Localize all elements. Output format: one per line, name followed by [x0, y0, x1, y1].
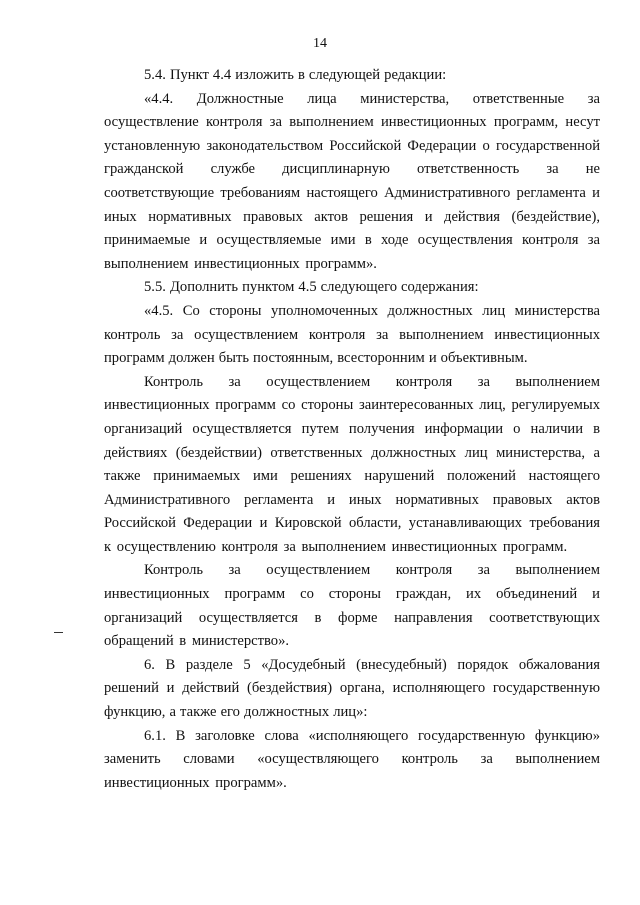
paragraph-6-1: 6.1. В заголовке слова «исполняющего государственную функцию» заменить словами «осуществляющего контроль за выполнением инвестиционных программ». — [104, 727, 600, 791]
page-number: 14 — [313, 36, 327, 51]
paragraph-4-4-text: «4.4. Должностные лица министерства, ответственные за осуществление контроля за выполнением инвестиционных программ, несут установленную законодательством Российской Федерации о государственной гражданской службе дисциплинарную ответственность за не соответствующие требованиям настоящего Административного регламента и иных нормативных правовых актов решения и действия (бездействие), принимаемые и осуществляемые ими в ходе осуществления контроля за выполнением инвестиционных программ». — [104, 90, 600, 272]
paragraph-5-5: 5.5. Дополнить пунктом 4.5 следующего содержания: — [144, 279, 479, 296]
paragraph-6: 6. В разделе 5 «Досудебный (внесудебный) порядок обжалования решений и действий (бездействия) органа, исполняющего государственную функцию, а также его должностных лиц»: — [104, 656, 600, 721]
paragraph-4-5-text: «4.5. Со стороны уполномоченных должностных лиц министерства контроль за осуществлением контроля за выполнением инвестиционных программ должен быть постоянным, всесторонним и объективным. — [104, 302, 600, 367]
paragraph-5-4: 5.4. Пункт 4.4 изложить в следующей редакции: — [144, 67, 447, 83]
margin-dash-mark — [54, 632, 63, 633]
document-body — [104, 64, 600, 795]
paragraph-control-interested-parties: Контроль за осуществлением контроля за выполнением инвестиционных программ со стороны заинтересованных лиц, регулируемых организаций осуществляется путем получения информации о наличии в действиях (бездействии) ответственных должностных лиц министерства, а также принимаемых ими решениях нарушений положений настоящего Административного регламента и иных нормативных правовых актов Российской Федерации и Кировской области, устанавливающих требования к осуществлению контроля за выполнением инвестиционных программ. — [104, 373, 600, 555]
paragraph-control-citizens: Контроль за осуществлением контроля за выполнением инвестиционных программ со стороны граждан, их объединений и организаций осуществляется в форме направления соответствующих обращений в министерство». — [104, 562, 600, 650]
